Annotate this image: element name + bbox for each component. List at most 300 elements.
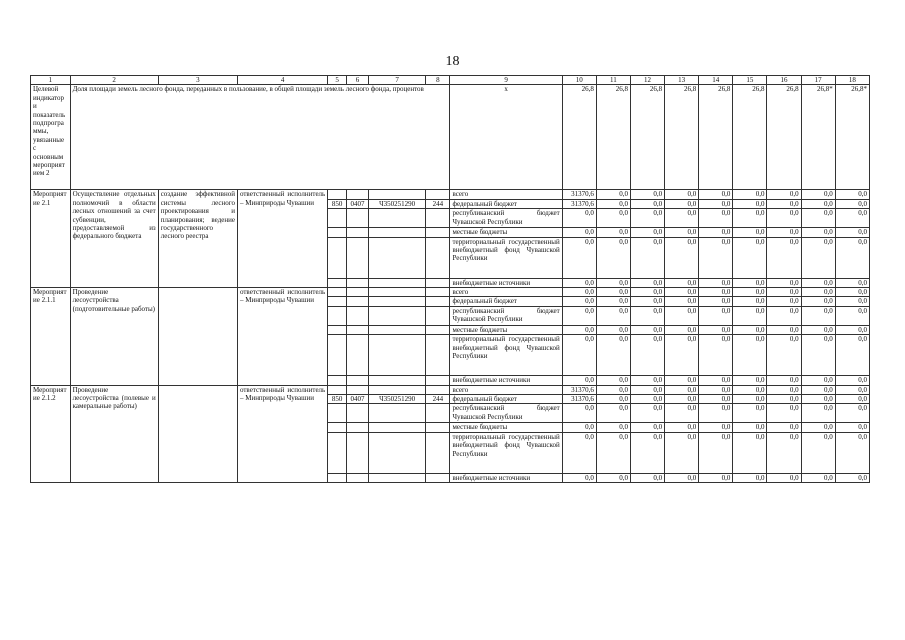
funding-value: 0,0: [699, 209, 733, 228]
funding-value: 0,0: [801, 423, 835, 432]
budget-code: [346, 376, 368, 385]
funding-value: 0,0: [767, 199, 801, 208]
funding-value: 0,0: [665, 237, 699, 278]
funding-value: 0,0: [801, 199, 835, 208]
funding-value: 0,0: [767, 376, 801, 385]
funding-value: 0,0: [562, 423, 596, 432]
budget-code: [426, 385, 450, 394]
funding-value: 0,0: [665, 423, 699, 432]
funding-value: 0,0: [767, 385, 801, 394]
funding-value: 0,0: [767, 325, 801, 334]
budget-code: [346, 325, 368, 334]
funding-value: 0,0: [801, 335, 835, 376]
budget-code: [426, 325, 450, 334]
funding-value: 0,0: [733, 306, 767, 325]
funding-value: 0,0: [835, 335, 869, 376]
funding-value: 0,0: [699, 306, 733, 325]
header-row: [31, 76, 870, 85]
funding-source: внебюджетные источники: [450, 278, 562, 287]
funding-value: 0,0: [733, 209, 767, 228]
funding-value: 0,0: [733, 237, 767, 278]
budget-code: [368, 335, 425, 376]
funding-source: территориальный государственный внебюджетный фонд Чувашской Республики: [450, 237, 562, 278]
funding-value: 0,0: [562, 325, 596, 334]
funding-value: 0,0: [733, 432, 767, 473]
funding-value: 0,0: [733, 297, 767, 306]
funding-value: 0,0: [733, 335, 767, 376]
funding-value: 0,0: [801, 325, 835, 334]
funding-value: 0,0: [835, 404, 869, 423]
funding-value: 0,0: [562, 376, 596, 385]
funding-value: 0,0: [733, 278, 767, 287]
funding-value: 0,0: [665, 278, 699, 287]
funding-value: 0,0: [835, 385, 869, 394]
funding-value: 0,0: [733, 423, 767, 432]
budget-code: [368, 190, 425, 199]
measure-name: Проведение лесоустройства (полевые и камеральные работы): [70, 385, 158, 483]
funding-value: 0,0: [835, 228, 869, 237]
funding-value: 0,0: [562, 306, 596, 325]
budget-code: [346, 423, 368, 432]
funding-value: 0,0: [699, 404, 733, 423]
column-number: 6: [346, 76, 368, 85]
funding-value: 0,0: [835, 473, 869, 482]
column-number: 17: [801, 76, 835, 85]
budget-code: 244: [426, 199, 450, 208]
funding-value: 0,0: [767, 404, 801, 423]
budget-code: [426, 288, 450, 297]
funding-value: 0,0: [665, 385, 699, 394]
column-number: 4: [237, 76, 327, 85]
column-number: 5: [328, 76, 347, 85]
budget-code: 0407: [346, 199, 368, 208]
budget-code: [328, 473, 347, 482]
funding-value: 0,0: [801, 297, 835, 306]
budget-code: [346, 288, 368, 297]
funding-value: 0,0: [733, 199, 767, 208]
budget-code: [328, 423, 347, 432]
funding-value: 0,0: [699, 473, 733, 482]
measure-goal: создание эффективной системы лесного проектирования и планирования; ведение государственного лесного реестра: [158, 190, 237, 288]
budget-code: [368, 228, 425, 237]
funding-value: 0,0: [767, 190, 801, 199]
funding-value: 0,0: [835, 199, 869, 208]
measure-name: Проведение лесоустройства (подготовительные работы): [70, 288, 158, 386]
funding-value: 0,0: [596, 376, 630, 385]
indicator-value: 26,8*: [801, 85, 835, 190]
funding-value: 0,0: [630, 278, 664, 287]
measure-executor: ответственный исполнитель – Минприроды Чувашии: [237, 190, 327, 288]
funding-value: 0,0: [699, 288, 733, 297]
funding-value: 0,0: [596, 288, 630, 297]
funding-value: 0,0: [699, 325, 733, 334]
funding-value: 0,0: [733, 395, 767, 404]
budget-code: [426, 376, 450, 385]
funding-value: 0,0: [699, 237, 733, 278]
measure-row: [31, 385, 870, 394]
funding-value: 0,0: [733, 325, 767, 334]
funding-value: 0,0: [801, 473, 835, 482]
funding-value: 0,0: [835, 190, 869, 199]
funding-source: местные бюджеты: [450, 228, 562, 237]
funding-value: 0,0: [801, 432, 835, 473]
funding-value: 0,0: [835, 306, 869, 325]
funding-value: 0,0: [562, 335, 596, 376]
funding-value: 0,0: [596, 228, 630, 237]
budget-code: 0407: [346, 395, 368, 404]
budget-code: 850: [328, 395, 347, 404]
budget-code: [426, 297, 450, 306]
funding-value: 0,0: [835, 297, 869, 306]
funding-value: 0,0: [835, 278, 869, 287]
budget-code: [368, 325, 425, 334]
budget-code: [346, 385, 368, 394]
funding-value: 0,0: [767, 423, 801, 432]
funding-value: 0,0: [733, 228, 767, 237]
measure-label: Мероприятие 2.1.2: [31, 385, 71, 483]
funding-source: местные бюджеты: [450, 325, 562, 334]
funding-value: 0,0: [630, 209, 664, 228]
budget-code: [346, 278, 368, 287]
funding-value: 0,0: [733, 473, 767, 482]
funding-value: 0,0: [665, 395, 699, 404]
funding-value: 0,0: [596, 190, 630, 199]
funding-value: 0,0: [835, 325, 869, 334]
funding-value: 0,0: [835, 376, 869, 385]
funding-value: 0,0: [767, 209, 801, 228]
budget-code: [328, 209, 347, 228]
funding-value: 0,0: [630, 432, 664, 473]
measure-row: [31, 288, 870, 297]
column-number: 15: [733, 76, 767, 85]
funding-value: 0,0: [733, 288, 767, 297]
column-number: 14: [699, 76, 733, 85]
funding-value: 0,0: [665, 404, 699, 423]
funding-value: 0,0: [562, 473, 596, 482]
budget-code: [328, 335, 347, 376]
funding-source: республиканский бюджет Чувашской Республики: [450, 306, 562, 325]
budget-code: [426, 432, 450, 473]
funding-value: 0,0: [835, 288, 869, 297]
funding-value: 0,0: [665, 288, 699, 297]
funding-value: 0,0: [562, 209, 596, 228]
budget-code: [368, 473, 425, 482]
funding-value: 0,0: [767, 278, 801, 287]
funding-value: 0,0: [596, 278, 630, 287]
funding-value: 31370,6: [562, 385, 596, 394]
budget-code: [368, 404, 425, 423]
budget-code: 850: [328, 199, 347, 208]
budget-code: [328, 228, 347, 237]
budget-code: [368, 237, 425, 278]
budget-code: [426, 404, 450, 423]
funding-value: 0,0: [596, 297, 630, 306]
funding-value: 0,0: [630, 288, 664, 297]
funding-value: 0,0: [767, 306, 801, 325]
funding-value: 0,0: [699, 199, 733, 208]
indicator-label: Целевой индикатор и показатель подпрограммы, увязанные с основным мероприятием 2: [31, 85, 71, 190]
budget-code: [328, 432, 347, 473]
funding-value: 0,0: [665, 209, 699, 228]
funding-value: 31370,6: [562, 199, 596, 208]
budget-code: [346, 473, 368, 482]
funding-value: 0,0: [767, 473, 801, 482]
funding-value: 0,0: [665, 297, 699, 306]
column-number: 11: [596, 76, 630, 85]
funding-value: 0,0: [801, 404, 835, 423]
column-number: 13: [665, 76, 699, 85]
funding-source: территориальный государственный внебюджетный фонд Чувашской Республики: [450, 432, 562, 473]
funding-value: 0,0: [767, 228, 801, 237]
funding-value: 0,0: [562, 297, 596, 306]
budget-code: [426, 278, 450, 287]
funding-value: 0,0: [801, 190, 835, 199]
indicator-value: 26,8*: [835, 85, 869, 190]
indicator-value: 26,8: [665, 85, 699, 190]
column-number: 9: [450, 76, 562, 85]
funding-source: федеральный бюджет: [450, 199, 562, 208]
funding-value: 0,0: [630, 306, 664, 325]
funding-value: 0,0: [699, 228, 733, 237]
indicator-value: 26,8: [767, 85, 801, 190]
funding-value: 0,0: [767, 297, 801, 306]
column-number: 8: [426, 76, 450, 85]
measure-executor: ответственный исполнитель – Минприроды Чувашии: [237, 385, 327, 483]
budget-code: [346, 335, 368, 376]
funding-value: 0,0: [630, 190, 664, 199]
budget-code: [346, 297, 368, 306]
funding-value: 0,0: [562, 288, 596, 297]
funding-value: 0,0: [801, 209, 835, 228]
funding-value: 0,0: [665, 199, 699, 208]
measure-executor: ответственный исполнитель – Минприроды Чувашии: [237, 288, 327, 386]
funding-value: 0,0: [801, 395, 835, 404]
budget-code: [368, 209, 425, 228]
budget-code: [328, 297, 347, 306]
column-number: 3: [158, 76, 237, 85]
funding-value: 0,0: [630, 376, 664, 385]
funding-value: 0,0: [596, 395, 630, 404]
funding-value: 0,0: [665, 473, 699, 482]
funding-source: всего: [450, 190, 562, 199]
column-number: 12: [630, 76, 664, 85]
funding-value: 0,0: [596, 335, 630, 376]
funding-value: 0,0: [835, 237, 869, 278]
funding-value: 0,0: [596, 237, 630, 278]
funding-value: 0,0: [630, 404, 664, 423]
funding-value: 0,0: [665, 306, 699, 325]
funding-value: 0,0: [630, 335, 664, 376]
funding-value: 0,0: [699, 432, 733, 473]
budget-code: Ч350251290: [368, 395, 425, 404]
budget-code: [328, 306, 347, 325]
budget-code: [426, 473, 450, 482]
budget-code: [368, 432, 425, 473]
budget-code: [426, 306, 450, 325]
budget-code: [328, 404, 347, 423]
indicator-row: [31, 85, 870, 190]
funding-value: 0,0: [630, 325, 664, 334]
budget-code: [368, 376, 425, 385]
funding-value: 0,0: [596, 404, 630, 423]
funding-value: 0,0: [699, 335, 733, 376]
funding-source: внебюджетные источники: [450, 473, 562, 482]
funding-value: 0,0: [835, 209, 869, 228]
funding-value: 0,0: [767, 395, 801, 404]
funding-value: 0,0: [562, 432, 596, 473]
budget-code: [346, 209, 368, 228]
budget-code: [328, 325, 347, 334]
funding-value: 0,0: [630, 228, 664, 237]
budget-code: [368, 297, 425, 306]
page-number: 18: [445, 54, 460, 69]
budget-code: [426, 228, 450, 237]
measure-label: Мероприятие 2.1: [31, 190, 71, 288]
budget-code: [426, 190, 450, 199]
funding-value: 31370,6: [562, 190, 596, 199]
indicator-unit: x: [450, 85, 562, 190]
funding-value: 0,0: [562, 237, 596, 278]
measure-goal: [158, 385, 237, 483]
budget-code: [426, 209, 450, 228]
funding-value: 0,0: [835, 423, 869, 432]
column-number: 2: [70, 76, 158, 85]
budget-code: [368, 385, 425, 394]
column-number: 7: [368, 76, 425, 85]
funding-source: внебюджетные источники: [450, 376, 562, 385]
funding-value: 0,0: [699, 423, 733, 432]
indicator-value: 26,8: [562, 85, 596, 190]
funding-value: 0,0: [596, 325, 630, 334]
budget-code: [426, 423, 450, 432]
indicator-value: 26,8: [596, 85, 630, 190]
funding-value: 0,0: [835, 395, 869, 404]
funding-value: 0,0: [835, 432, 869, 473]
funding-value: 0,0: [767, 288, 801, 297]
budget-code: 244: [426, 395, 450, 404]
funding-value: 0,0: [596, 423, 630, 432]
funding-value: 0,0: [665, 190, 699, 199]
funding-value: 0,0: [801, 376, 835, 385]
budget-code: [328, 288, 347, 297]
indicator-value: 26,8: [733, 85, 767, 190]
budget-code: [346, 404, 368, 423]
funding-source: всего: [450, 385, 562, 394]
indicator-description: Доля площади земель лесного фонда, переданных в пользование, в общей площади земель лесного фонда, процентов: [70, 85, 450, 190]
funding-value: 0,0: [767, 335, 801, 376]
indicator-value: 26,8: [699, 85, 733, 190]
funding-value: 0,0: [630, 385, 664, 394]
budget-code: [368, 423, 425, 432]
measure-row: [31, 190, 870, 199]
funding-value: 0,0: [665, 325, 699, 334]
budget-code: [368, 278, 425, 287]
measure-name: Осуществление отдельных полномочий в области лесных отношений за счет субвенции, предоставляемой из федерального бюджета: [70, 190, 158, 288]
funding-source: республиканский бюджет Чувашской Республики: [450, 209, 562, 228]
budget-code: [328, 278, 347, 287]
funding-value: 0,0: [801, 306, 835, 325]
funding-value: 0,0: [733, 376, 767, 385]
funding-value: 0,0: [665, 228, 699, 237]
funding-value: 0,0: [733, 190, 767, 199]
funding-value: 0,0: [699, 395, 733, 404]
funding-source: федеральный бюджет: [450, 297, 562, 306]
funding-value: 0,0: [699, 297, 733, 306]
funding-value: 0,0: [801, 237, 835, 278]
budget-code: [346, 237, 368, 278]
funding-value: 0,0: [665, 376, 699, 385]
funding-value: 31370,6: [562, 395, 596, 404]
funding-value: 0,0: [562, 404, 596, 423]
funding-value: 0,0: [630, 395, 664, 404]
budget-code: [328, 376, 347, 385]
funding-value: 0,0: [767, 237, 801, 278]
budget-code: [328, 190, 347, 199]
funding-value: 0,0: [733, 404, 767, 423]
funding-value: 0,0: [596, 473, 630, 482]
funding-value: 0,0: [801, 228, 835, 237]
budget-code: [328, 237, 347, 278]
budget-code: [346, 190, 368, 199]
funding-value: 0,0: [630, 473, 664, 482]
budget-code: [346, 306, 368, 325]
budget-code: [328, 385, 347, 394]
budget-code: [346, 432, 368, 473]
funding-value: 0,0: [699, 278, 733, 287]
budget-code: [368, 306, 425, 325]
funding-value: 0,0: [596, 306, 630, 325]
funding-value: 0,0: [596, 199, 630, 208]
program-table: [30, 75, 870, 483]
funding-source: всего: [450, 288, 562, 297]
indicator-value: 26,8: [630, 85, 664, 190]
funding-value: 0,0: [767, 432, 801, 473]
funding-source: территориальный государственный внебюджетный фонд Чувашской Республики: [450, 335, 562, 376]
funding-value: 0,0: [665, 335, 699, 376]
budget-code: [426, 237, 450, 278]
funding-source: федеральный бюджет: [450, 395, 562, 404]
funding-value: 0,0: [596, 209, 630, 228]
measure-label: Мероприятие 2.1.1: [31, 288, 71, 386]
column-number: 1: [31, 76, 71, 85]
budget-code: Ч350251290: [368, 199, 425, 208]
funding-value: 0,0: [699, 376, 733, 385]
funding-value: 0,0: [665, 432, 699, 473]
funding-value: 0,0: [699, 385, 733, 394]
funding-value: 0,0: [562, 278, 596, 287]
funding-value: 0,0: [801, 278, 835, 287]
funding-value: 0,0: [596, 385, 630, 394]
measure-goal: [158, 288, 237, 386]
funding-value: 0,0: [630, 237, 664, 278]
funding-value: 0,0: [596, 432, 630, 473]
funding-value: 0,0: [562, 228, 596, 237]
column-number: 10: [562, 76, 596, 85]
budget-code: [368, 288, 425, 297]
funding-value: 0,0: [801, 288, 835, 297]
funding-value: 0,0: [630, 297, 664, 306]
budget-code: [346, 228, 368, 237]
funding-value: 0,0: [699, 190, 733, 199]
funding-value: 0,0: [801, 385, 835, 394]
funding-source: местные бюджеты: [450, 423, 562, 432]
budget-code: [426, 335, 450, 376]
column-number: 18: [835, 76, 869, 85]
funding-value: 0,0: [630, 423, 664, 432]
column-number: 16: [767, 76, 801, 85]
funding-value: 0,0: [630, 199, 664, 208]
funding-value: 0,0: [733, 385, 767, 394]
